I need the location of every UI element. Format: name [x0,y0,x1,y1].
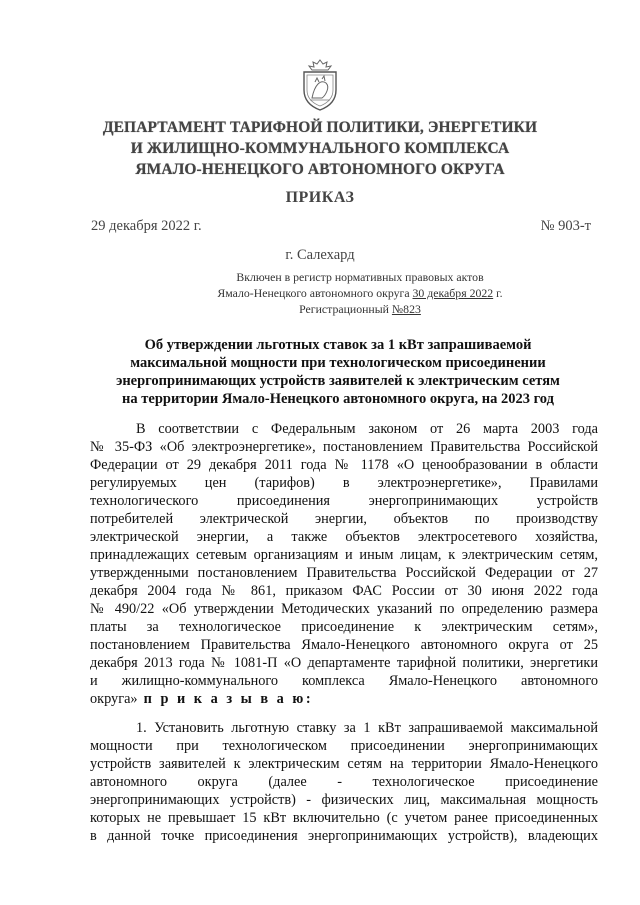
order-number: № 903-т [540,218,591,234]
preamble-line: и жилищно-коммунального комплекса Ямало-Ненецкого автономного [90,673,598,689]
registry-note-line-2 [150,285,570,301]
preamble-line: принадлежащих сетевым организациям и иным лицам, к электрическим сетям, [90,547,598,563]
document-title-line-2: максимальной мощности при технологическом присоединении [130,355,546,371]
registry-note-line-1: Включен в регистр нормативных правовых актов [236,270,484,284]
registry-region: Ямало-Ненецкого автономного округа [217,286,413,300]
preamble-line: Федерации от 29 декабря 2011 года № 1178 «О ценообразовании в области [90,457,598,473]
item-1-line: 1. Установить льготную ставку за 1 кВт запрашиваемой максимальной [136,720,598,736]
order-date: 29 декабря 2022 г. [91,218,202,234]
department-name-line-2: И ЖИЛИЩНО-КОММУНАЛЬНОГО КОМПЛЕКСА [130,140,510,157]
preamble-line: электрической энергии, а также объектов электросетевого хозяйства, [90,529,598,545]
preamble-line: № 490/22 «Об утверждении Методических указаний по определению размера [90,601,598,617]
item-1-line: в данной точке присоединения энергопринимающих устройств), владеющих [90,828,598,844]
item-1-line: устройств заявителей к электрическим сетям на территории Ямало-Ненецкого [90,756,598,772]
document-title-line-1: Об утверждении льготных ставок за 1 кВт запрашиваемой [144,337,532,353]
registry-date: 30 декабря 2022 [412,286,494,300]
registry-year-suffix: г. [493,286,503,300]
preamble-last-text: округа» [90,691,138,707]
item-1-line: энергопринимающих устройств) - физических лиц, максимальная мощность [90,792,598,808]
order-command: п р и к а з ы в а ю: [137,691,314,707]
department-name-line-3: ЯМАЛО-НЕНЕЦКОГО АВТОНОМНОГО ОКРУГА [135,161,505,178]
registry-note-line-3 [150,301,570,317]
document-title-line-4: на территории Ямало-Ненецкого автономного округа, на 2023 год [122,391,554,407]
item-1-line: автономного округа (далее - технологическое присоединение [90,774,598,790]
registry-number: №823 [391,302,421,316]
item-1-line: которых не превышает 15 кВт включительно (с учетом ранее присоединенных [90,810,598,826]
coat-of-arms-emblem [298,58,342,112]
preamble-line: потребителей электрической энергии, объектов по производству [90,511,598,527]
preamble-line: технологического присоединения энергопринимающих устройств [90,493,598,509]
order-heading: ПРИКАЗ [285,189,355,206]
item-1-line: мощности при технологическом присоединении энергопринимающих [90,738,598,754]
preamble-line: платы за технологическое присоединение к электрическим сетям», [90,619,598,635]
preamble-line: утвержденными постановлением Правительства Российской Федерации от 27 [90,565,598,581]
document-title-line-3: энергопринимающих устройств заявителей к электрическим сетям [116,373,560,389]
preamble-line: декабря 2004 года № 861, приказом ФАС России от 30 июня 2022 года [90,583,598,599]
preamble-line: декабря 2013 года № 1081-П «О департаменте тарифной политики, энергетики [90,655,598,671]
preamble-last-line [90,690,598,708]
department-name-line-1: ДЕПАРТАМЕНТ ТАРИФНОЙ ПОЛИТИКИ, ЭНЕРГЕТИКИ [102,119,538,136]
city: г. Салехард [285,247,355,263]
preamble-line: регулируемых цен (тарифов) в электроэнергетике», Правилами [90,475,598,491]
preamble-line: постановлением Правительства Ямало-Ненецкого автономного округа от 25 [90,637,598,653]
preamble-line: В соответствии с Федеральным законом от 26 марта 2003 года [136,421,598,437]
registry-label: Регистрационный [299,302,392,316]
preamble-line: № 35-ФЗ «Об электроэнергетике», постановлением Правительства Российской [90,439,598,455]
